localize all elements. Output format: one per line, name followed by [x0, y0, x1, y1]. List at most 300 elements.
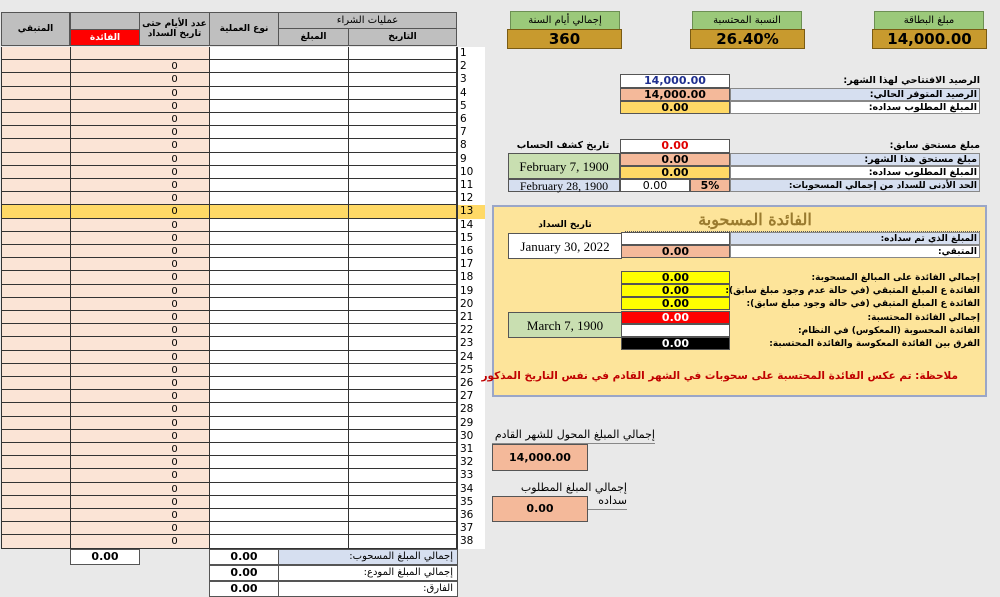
op-type-cell[interactable] — [210, 285, 280, 298]
interest-cell[interactable] — [71, 443, 141, 456]
row-number: 28 — [457, 403, 485, 416]
op-type-cell[interactable] — [210, 443, 280, 456]
remaining-cell[interactable] — [2, 219, 71, 232]
remaining-cell[interactable] — [2, 430, 71, 443]
opening-balance-value[interactable]: 14,000.00 — [620, 74, 730, 88]
withdrawn-total-label: إجمالي المبلغ المسحوب: — [278, 549, 458, 565]
op-type-cell[interactable] — [210, 126, 280, 139]
row-number: 12 — [457, 192, 485, 205]
interest-cell[interactable] — [71, 509, 141, 522]
days-cell[interactable]: 0 — [140, 443, 210, 456]
days-cell[interactable]: 0 — [140, 126, 210, 139]
remaining-total[interactable]: 0.00 — [70, 549, 140, 565]
days-cell[interactable] — [140, 47, 210, 60]
opening-balance-label: الرصيد الافتتاحي لهذا الشهر: — [843, 75, 980, 86]
interest-cell[interactable] — [71, 430, 141, 443]
date-cell[interactable] — [349, 192, 457, 205]
amount-cell[interactable] — [279, 285, 349, 298]
days-cell[interactable]: 0 — [140, 232, 210, 245]
remaining-cell[interactable] — [2, 298, 71, 311]
table-row — [2, 456, 486, 469]
op-type-cell[interactable] — [210, 179, 280, 192]
remaining-cell[interactable] — [2, 87, 71, 100]
amount-cell[interactable] — [279, 403, 349, 416]
date-cell[interactable] — [349, 179, 457, 192]
withdrawn-total[interactable]: 0.00 — [209, 549, 279, 565]
op-type-cell[interactable] — [210, 417, 280, 430]
header-interest[interactable] — [70, 29, 140, 46]
remaining-cell[interactable] — [2, 139, 71, 152]
min-payment-percent[interactable]: 5% — [690, 179, 730, 192]
date-cell[interactable] — [349, 337, 457, 350]
table-row — [2, 522, 486, 535]
amount-cell[interactable] — [279, 456, 349, 469]
interest-cell[interactable] — [71, 179, 141, 192]
date-cell[interactable] — [349, 232, 457, 245]
interest-cell[interactable] — [71, 73, 141, 86]
days-cell[interactable]: 0 — [140, 469, 210, 482]
remaining-cell[interactable] — [2, 390, 71, 403]
amount-cell[interactable] — [279, 139, 349, 152]
remaining-cell[interactable] — [2, 377, 71, 390]
days-cell[interactable]: 0 — [140, 179, 210, 192]
days-cell[interactable]: 0 — [140, 496, 210, 509]
remaining-cell[interactable] — [2, 285, 71, 298]
amount-cell[interactable] — [279, 351, 349, 364]
days-cell[interactable]: 0 — [140, 311, 210, 324]
with-prev-interest-label: الفائدة ع المبلغ المتبقي (في حالة وجود مبلغ سابق): — [746, 299, 980, 309]
amount-cell[interactable] — [279, 298, 349, 311]
op-type-cell[interactable] — [210, 430, 280, 443]
remaining-cell[interactable] — [2, 271, 71, 284]
amount-cell[interactable] — [279, 324, 349, 337]
table-row — [2, 417, 486, 430]
date-cell[interactable] — [349, 73, 457, 86]
days-cell[interactable]: 0 — [140, 87, 210, 100]
table-row — [2, 60, 486, 73]
op-type-cell[interactable] — [210, 271, 280, 284]
op-type-cell[interactable] — [210, 364, 280, 377]
month-due-value[interactable]: 0.00 — [620, 153, 730, 166]
remaining-cell[interactable] — [2, 100, 71, 113]
amount-cell[interactable] — [279, 87, 349, 100]
date-cell[interactable] — [349, 113, 457, 126]
remaining-cell[interactable] — [2, 258, 71, 271]
statement-date[interactable]: February 7, 1900 — [508, 153, 620, 179]
op-type-cell[interactable] — [210, 535, 280, 548]
remaining-cell[interactable] — [2, 496, 71, 509]
op-type-cell[interactable] — [210, 192, 280, 205]
min-payment-date[interactable]: February 28, 1900 — [508, 179, 620, 192]
interest-cell[interactable] — [71, 311, 141, 324]
amount-cell[interactable] — [279, 47, 349, 60]
header-days-until-label: عدد الأيام حتى تاريخ السداد — [142, 19, 207, 39]
date-cell[interactable] — [349, 219, 457, 232]
rate-value[interactable]: 26.40% — [690, 29, 805, 49]
op-type-cell[interactable] — [210, 469, 280, 482]
date-cell[interactable] — [349, 298, 457, 311]
days-cell[interactable]: 0 — [140, 73, 210, 86]
interest-cell[interactable] — [71, 232, 141, 245]
amount-cell[interactable] — [279, 483, 349, 496]
diff-total[interactable]: 0.00 — [209, 581, 279, 597]
date-cell[interactable] — [349, 311, 457, 324]
op-type-cell[interactable] — [210, 100, 280, 113]
total-due-value[interactable]: 0.00 — [492, 496, 588, 522]
remaining-cell[interactable] — [2, 166, 71, 179]
date-cell[interactable] — [349, 483, 457, 496]
date-cell[interactable] — [349, 271, 457, 284]
remaining-cell[interactable] — [2, 417, 71, 430]
date-cell[interactable] — [349, 364, 457, 377]
header-interest-label: الفائدة — [89, 32, 121, 43]
date-cell[interactable] — [349, 351, 457, 364]
days-cell[interactable]: 0 — [140, 430, 210, 443]
interest-cell[interactable] — [71, 496, 141, 509]
interest-cell[interactable] — [71, 47, 141, 60]
date-cell[interactable] — [349, 245, 457, 258]
amount-cell[interactable] — [279, 219, 349, 232]
table-row — [2, 535, 486, 548]
table-row — [2, 364, 486, 377]
header-date[interactable] — [348, 28, 457, 46]
row-number: 13 — [457, 205, 485, 218]
due-balance-value[interactable]: 0.00 — [620, 101, 730, 114]
row-number: 30 — [457, 430, 485, 443]
min-payment-value[interactable]: 0.00 — [620, 179, 690, 192]
header-remaining[interactable] — [1, 12, 70, 46]
remaining-cell[interactable] — [2, 535, 71, 548]
pay-date[interactable]: January 30, 2022 — [508, 233, 622, 259]
remaining-cell[interactable] — [2, 483, 71, 496]
interest-cell[interactable] — [71, 324, 141, 337]
with-prev-interest-value[interactable]: 0.00 — [621, 297, 730, 310]
amount-cell[interactable] — [279, 535, 349, 548]
row-number: 6 — [457, 113, 485, 126]
days-cell[interactable]: 0 — [140, 113, 210, 126]
table-row — [2, 298, 486, 311]
days-cell[interactable]: 0 — [140, 417, 210, 430]
header-amount[interactable] — [278, 28, 349, 46]
days-cell[interactable]: 0 — [140, 509, 210, 522]
interest-cell[interactable] — [71, 298, 141, 311]
header-date-label: التاريخ — [388, 32, 417, 42]
op-type-cell[interactable] — [210, 166, 280, 179]
date-cell[interactable] — [349, 139, 457, 152]
system-interest-value[interactable] — [621, 324, 730, 337]
amount-cell[interactable] — [279, 377, 349, 390]
date-cell[interactable] — [349, 87, 457, 100]
days-cell[interactable]: 0 — [140, 351, 210, 364]
amount-cell[interactable] — [279, 469, 349, 482]
op-type-cell[interactable] — [210, 483, 280, 496]
amount-cell[interactable] — [279, 430, 349, 443]
interest-cell[interactable] — [71, 100, 141, 113]
days-cell[interactable]: 0 — [140, 271, 210, 284]
row-number: 34 — [457, 483, 485, 496]
days-cell[interactable]: 0 — [140, 245, 210, 258]
remaining-cell[interactable] — [2, 205, 71, 218]
remaining-cell[interactable] — [2, 60, 71, 73]
remaining-cell[interactable] — [2, 351, 71, 364]
date-cell[interactable] — [349, 153, 457, 166]
date-cell[interactable] — [349, 522, 457, 535]
days-cell[interactable]: 0 — [140, 324, 210, 337]
op-type-cell[interactable] — [210, 245, 280, 258]
table-row — [2, 285, 486, 298]
date-cell[interactable] — [349, 166, 457, 179]
date-cell[interactable] — [349, 496, 457, 509]
amount-cell[interactable] — [279, 509, 349, 522]
op-type-cell[interactable] — [210, 205, 280, 218]
amount-cell[interactable] — [279, 364, 349, 377]
days-cell[interactable]: 0 — [140, 337, 210, 350]
date-cell[interactable] — [349, 417, 457, 430]
date-cell[interactable] — [349, 100, 457, 113]
interest-cell[interactable] — [71, 403, 141, 416]
op-type-cell[interactable] — [210, 298, 280, 311]
prev-due-value[interactable]: 0.00 — [620, 139, 730, 153]
amount-cell[interactable] — [279, 311, 349, 324]
remaining-cell[interactable] — [2, 73, 71, 86]
available-balance-value[interactable]: 14,000.00 — [620, 88, 730, 101]
amount-cell[interactable] — [279, 205, 349, 218]
date-cell[interactable] — [349, 403, 457, 416]
op-type-cell[interactable] — [210, 390, 280, 403]
remaining-cell[interactable] — [2, 469, 71, 482]
op-type-cell[interactable] — [210, 73, 280, 86]
days-cell[interactable]: 0 — [140, 219, 210, 232]
remaining-cell[interactable] — [2, 456, 71, 469]
interest-cell[interactable] — [71, 351, 141, 364]
date-cell[interactable] — [349, 509, 457, 522]
interest-cell[interactable] — [71, 469, 141, 482]
date-cell[interactable] — [349, 285, 457, 298]
amount-cell[interactable] — [279, 113, 349, 126]
calc-total-value[interactable]: 0.00 — [621, 311, 730, 324]
interest-cell[interactable] — [71, 192, 141, 205]
interest-remaining-value[interactable]: 0.00 — [621, 245, 730, 258]
days-cell[interactable]: 0 — [140, 377, 210, 390]
calc-date[interactable]: March 7, 1900 — [508, 312, 622, 338]
op-type-cell[interactable] — [210, 337, 280, 350]
interest-cell[interactable] — [71, 87, 141, 100]
no-prev-interest-value[interactable]: 0.00 — [621, 284, 730, 297]
op-type-cell[interactable] — [210, 324, 280, 337]
op-type-cell[interactable] — [210, 232, 280, 245]
days-cell[interactable]: 0 — [140, 364, 210, 377]
interest-cell[interactable] — [71, 483, 141, 496]
remaining-cell[interactable] — [2, 509, 71, 522]
header-days-until[interactable] — [139, 12, 210, 46]
table-row — [2, 126, 486, 139]
interest-diff-value[interactable]: 0.00 — [621, 337, 730, 350]
remaining-cell[interactable] — [2, 522, 71, 535]
amount-cell[interactable] — [279, 179, 349, 192]
amount-cell[interactable] — [279, 417, 349, 430]
date-cell[interactable] — [349, 469, 457, 482]
required-value[interactable]: 0.00 — [620, 166, 730, 179]
interest-cell[interactable] — [71, 417, 141, 430]
op-type-cell[interactable] — [210, 258, 280, 271]
remaining-cell[interactable] — [2, 192, 71, 205]
days-cell[interactable]: 0 — [140, 535, 210, 548]
date-cell[interactable] — [349, 456, 457, 469]
interest-cell[interactable] — [71, 245, 141, 258]
header-purchases — [278, 12, 457, 29]
header-purchases-label: عمليات الشراء — [336, 14, 399, 26]
interest-cell[interactable] — [71, 139, 141, 152]
op-type-cell[interactable] — [210, 113, 280, 126]
op-type-cell[interactable] — [210, 311, 280, 324]
days-cell[interactable]: 0 — [140, 403, 210, 416]
interest-cell[interactable] — [71, 153, 141, 166]
remaining-cell[interactable] — [2, 47, 71, 60]
date-cell[interactable] — [349, 377, 457, 390]
remaining-cell[interactable] — [2, 232, 71, 245]
interest-cell[interactable] — [71, 126, 141, 139]
interest-cell[interactable] — [71, 522, 141, 535]
interest-cell[interactable] — [71, 285, 141, 298]
op-type-cell[interactable] — [210, 509, 280, 522]
days-cell[interactable]: 0 — [140, 483, 210, 496]
remaining-cell[interactable] — [2, 443, 71, 456]
op-type-cell[interactable] — [210, 496, 280, 509]
table-row — [2, 153, 486, 166]
interest-cell[interactable] — [71, 60, 141, 73]
op-type-cell[interactable] — [210, 87, 280, 100]
days-cell[interactable]: 0 — [140, 139, 210, 152]
op-type-cell[interactable] — [210, 456, 280, 469]
interest-cell[interactable] — [71, 205, 141, 218]
interest-cell[interactable] — [71, 166, 141, 179]
amount-cell[interactable] — [279, 522, 349, 535]
remaining-cell[interactable] — [2, 324, 71, 337]
days-cell[interactable]: 0 — [140, 100, 210, 113]
op-type-cell[interactable] — [210, 139, 280, 152]
row-number: 21 — [457, 311, 485, 324]
amount-cell[interactable] — [279, 232, 349, 245]
card-amount-value[interactable]: 14,000.00 — [872, 29, 987, 49]
deposited-total[interactable]: 0.00 — [209, 565, 279, 581]
days-cell[interactable]: 0 — [140, 258, 210, 271]
row-number: 37 — [457, 522, 485, 535]
remaining-cell[interactable] — [2, 364, 71, 377]
date-cell[interactable] — [349, 324, 457, 337]
op-type-cell[interactable] — [210, 219, 280, 232]
days-cell[interactable]: 0 — [140, 192, 210, 205]
interest-cell[interactable] — [71, 390, 141, 403]
op-type-cell[interactable] — [210, 377, 280, 390]
days-cell[interactable]: 0 — [140, 285, 210, 298]
days-cell[interactable]: 0 — [140, 153, 210, 166]
op-type-cell[interactable] — [210, 153, 280, 166]
remaining-cell[interactable] — [2, 403, 71, 416]
interest-cell[interactable] — [71, 113, 141, 126]
amount-cell[interactable] — [279, 100, 349, 113]
row-number: 17 — [457, 258, 485, 271]
table-row — [2, 430, 486, 443]
min-payment-label: الحد الأدنى للسداد من إجمالي المسحوبات: — [730, 179, 980, 192]
date-cell[interactable] — [349, 126, 457, 139]
next-month-label: إجمالي المبلغ المحول للشهر القادم — [492, 428, 655, 444]
days-cell[interactable]: 0 — [140, 205, 210, 218]
amount-cell[interactable] — [279, 166, 349, 179]
paid-value[interactable] — [621, 232, 730, 245]
amount-cell[interactable] — [279, 496, 349, 509]
days-per-year-value[interactable]: 360 — [507, 29, 622, 49]
interest-cell[interactable] — [71, 258, 141, 271]
days-cell[interactable]: 0 — [140, 390, 210, 403]
interest-cell[interactable] — [71, 364, 141, 377]
header-op-type[interactable] — [209, 12, 279, 46]
amount-cell[interactable] — [279, 443, 349, 456]
op-type-cell[interactable] — [210, 351, 280, 364]
amount-cell[interactable] — [279, 271, 349, 284]
op-type-cell[interactable] — [210, 60, 280, 73]
days-cell[interactable]: 0 — [140, 522, 210, 535]
system-interest-label: الفائدة المحسوبة (المعكوس) في النظام: — [798, 326, 980, 336]
amount-cell[interactable] — [279, 390, 349, 403]
date-cell[interactable] — [349, 60, 457, 73]
days-cell[interactable]: 0 — [140, 166, 210, 179]
interest-cell[interactable] — [71, 535, 141, 548]
remaining-cell[interactable] — [2, 179, 71, 192]
days-cell[interactable]: 0 — [140, 298, 210, 311]
op-type-cell[interactable] — [210, 47, 280, 60]
days-cell[interactable]: 0 — [140, 60, 210, 73]
amount-cell[interactable] — [279, 245, 349, 258]
date-cell[interactable] — [349, 390, 457, 403]
days-cell[interactable]: 0 — [140, 456, 210, 469]
amount-cell[interactable] — [279, 192, 349, 205]
remaining-cell[interactable] — [2, 311, 71, 324]
date-cell[interactable] — [349, 47, 457, 60]
next-month-value[interactable]: 14,000.00 — [492, 444, 588, 471]
amount-cell[interactable] — [279, 337, 349, 350]
date-cell[interactable] — [349, 443, 457, 456]
month-due-label: مبلغ مستحق هذا الشهر: — [730, 153, 980, 166]
interest-cell[interactable] — [71, 456, 141, 469]
available-balance-label: الرصيد المتوفر الحالي: — [730, 88, 980, 101]
amount-cell[interactable] — [279, 60, 349, 73]
date-cell[interactable] — [349, 535, 457, 548]
amount-cell[interactable] — [279, 126, 349, 139]
remaining-cell[interactable] — [2, 126, 71, 139]
amount-cell[interactable] — [279, 258, 349, 271]
op-type-cell[interactable] — [210, 403, 280, 416]
remaining-cell[interactable] — [2, 245, 71, 258]
calc-total-label: إجمالي الفائدة المحتسبة: — [867, 313, 980, 323]
row-number: 15 — [457, 232, 485, 245]
interest-cell[interactable] — [71, 271, 141, 284]
pay-date-label: تاريخ السداد — [538, 220, 592, 230]
op-type-cell[interactable] — [210, 522, 280, 535]
interest-cell[interactable] — [71, 219, 141, 232]
remaining-cell[interactable] — [2, 337, 71, 350]
amount-cell[interactable] — [279, 73, 349, 86]
date-cell[interactable] — [349, 430, 457, 443]
remaining-cell[interactable] — [2, 113, 71, 126]
total-interest-value[interactable]: 0.00 — [621, 271, 730, 284]
amount-cell[interactable] — [279, 153, 349, 166]
date-cell[interactable] — [349, 205, 457, 218]
interest-cell[interactable] — [71, 377, 141, 390]
interest-cell[interactable] — [71, 337, 141, 350]
date-cell[interactable] — [349, 258, 457, 271]
table-row — [2, 377, 486, 390]
remaining-cell[interactable] — [2, 153, 71, 166]
